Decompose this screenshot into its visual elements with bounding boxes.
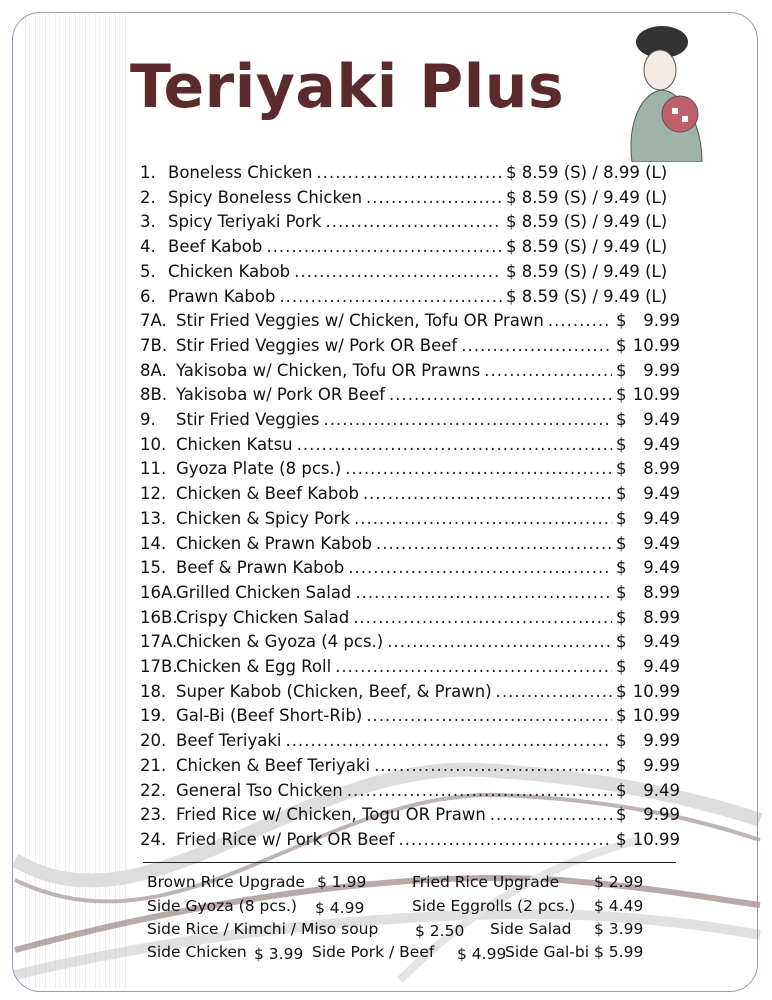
menu-item [140,385,680,409]
item-name: Beef Kabob [168,237,263,257]
menu-item [140,632,680,656]
item-number: 17A. [140,632,178,652]
item-price: 9.49 [643,632,680,652]
menu-item [140,410,680,434]
item-name: Stir Fried Veggies w/ Pork OR Beef [176,335,458,355]
side-item-price: $ 3.99 [594,920,644,938]
item-price: 8.99 [643,582,680,602]
dot-leader [387,632,612,651]
item-price: 8.99 [643,459,680,479]
dot-leader [297,435,612,454]
menu-item [140,781,680,805]
menu-item [140,583,680,607]
side-item-name: Side Chicken [147,943,247,961]
item-number: 9. [140,410,156,429]
menu-item [140,287,680,311]
item-name: Chicken Kabob [168,261,291,281]
side-item-price: $ 5.99 [594,943,644,961]
currency-symbol: $ [616,459,627,479]
item-price: 9.49 [643,780,680,800]
menu-item [140,731,680,755]
item-name: Yakisoba w/ Pork OR Beef [176,385,386,405]
menu-item [140,706,680,730]
menu-item [140,558,680,582]
item-price: 10.99 [632,681,680,701]
currency-symbol: $ [616,829,627,849]
item-number: 3. [140,212,156,232]
item-number: 12. [140,484,167,504]
item-number: 7A. [140,311,167,331]
side-item-name: Side Eggrolls (2 pcs.) [412,897,576,915]
menu-item [140,212,680,236]
dot-leader [316,163,502,182]
dot-leader [294,262,502,281]
item-name: Yakisoba w/ Chicken, Tofu OR Prawns [176,360,481,380]
item-price: 9.49 [643,434,680,454]
menu-item [140,830,680,854]
dot-leader [490,805,612,824]
menu-item [140,459,680,483]
currency-symbol: $ [616,533,627,553]
dot-leader [324,410,612,429]
menu-item [140,361,680,385]
item-name: Chicken & Spicy Pork [176,508,350,528]
side-item-name: Side Salad [490,920,572,938]
item-price: 10.99 [632,385,680,405]
currency-symbol: $ [616,434,627,454]
menu-item [140,262,680,286]
item-price: 9.49 [643,558,680,578]
item-price: $ 8.59 (S) / 9.49 (L) [506,237,668,257]
item-name: Fried Rice w/ Chicken, Togu OR Prawn [176,805,486,825]
menu-item [140,756,680,780]
item-name: Gyoza Plate (8 pcs.) [176,459,342,479]
currency-symbol: $ [616,731,627,751]
item-name: Prawn Kabob [168,286,276,306]
dot-leader [335,657,612,676]
menu-item [140,484,680,508]
dot-leader [348,558,612,577]
side-item-name: Side Pork / Beef [312,943,435,961]
item-name: Super Kabob (Chicken, Beef, & Prawn) [176,681,492,701]
side-item-name: Brown Rice Upgrade [147,873,305,891]
item-name: Chicken & Beef Teriyaki [176,755,371,775]
item-number: 8B. [140,385,168,405]
dot-leader [355,583,612,602]
item-number: 5. [140,261,156,281]
currency-symbol: $ [616,558,627,578]
menu-item [140,163,680,187]
currency-symbol: $ [616,410,627,429]
item-number: 2. [140,187,156,207]
item-number: 11. [140,459,167,479]
dot-leader [347,781,612,800]
currency-symbol: $ [616,805,627,825]
menu-item [140,682,680,706]
item-name: Stir Fried Veggies [176,410,320,429]
item-number: 23. [140,805,167,825]
item-number: 15. [140,558,167,578]
dot-leader [266,237,502,256]
menu-item [140,237,680,261]
dot-leader [353,608,612,627]
menu-item [140,509,680,533]
item-price: 9.49 [643,533,680,553]
dot-leader [484,361,612,380]
currency-symbol: $ [616,335,627,355]
item-number: 1. [140,163,156,182]
item-number: 4. [140,237,156,257]
item-price: 9.49 [643,410,680,429]
item-price: 10.99 [632,829,680,849]
side-item-name: Side Rice / Kimchi / Miso soup [147,920,379,938]
item-name: Chicken & Prawn Kabob [176,533,373,553]
item-price: 9.49 [643,484,680,504]
item-number: 8A. [140,360,167,380]
side-item-price: $ 3.99 [254,945,304,963]
item-number: 24. [140,829,167,849]
item-price: 9.99 [643,805,680,825]
currency-symbol: $ [616,755,627,775]
item-name: Spicy Boneless Chicken [168,187,363,207]
item-number: 21. [140,755,167,775]
item-price: 9.49 [643,508,680,528]
dot-leader [399,830,612,849]
item-price: $ 8.59 (S) / 8.99 (L) [506,163,668,182]
side-item-price: $ 4.99 [315,899,365,917]
dot-leader [366,188,502,207]
currency-symbol: $ [616,582,627,602]
item-name: Chicken & Gyoza (4 pcs.) [176,632,384,652]
menu-item [140,805,680,829]
item-number: 6. [140,286,156,306]
item-name: Boneless Chicken [168,163,313,182]
currency-symbol: $ [616,780,627,800]
item-number: 10. [140,434,167,454]
menu-item [140,336,680,360]
item-price: 8.99 [643,607,680,627]
item-number: 16A. [140,582,178,602]
side-item-price: $ 2.50 [415,922,465,940]
dot-leader [354,509,612,528]
dot-leader [279,287,502,306]
side-item-name: Side Gal-bi [505,943,590,961]
item-number: 18. [140,681,167,701]
item-price: $ 8.59 (S) / 9.49 (L) [506,212,668,232]
item-number: 13. [140,508,167,528]
dot-leader [548,311,612,330]
dot-leader [363,484,612,503]
currency-symbol: $ [616,508,627,528]
dot-leader [374,756,612,775]
item-name: Chicken & Beef Kabob [176,484,359,504]
item-name: Chicken Katsu [176,434,293,454]
item-name: Beef & Prawn Kabob [176,558,345,578]
currency-symbol: $ [616,360,627,380]
item-name: Gal-Bi (Beef Short-Rib) [176,706,363,726]
currency-symbol: $ [616,484,627,504]
item-name: Fried Rice w/ Pork OR Beef [176,829,395,849]
dot-leader [325,212,502,231]
dot-leader [366,706,612,725]
side-item-price: $ 1.99 [317,873,367,891]
side-item-price: $ 2.99 [594,873,644,891]
item-number: 19. [140,706,167,726]
menu-item [140,188,680,212]
item-price: $ 8.59 (S) / 9.49 (L) [506,286,668,306]
item-price: 10.99 [632,706,680,726]
menu-item [140,657,680,681]
item-name: Crispy Chicken Salad [176,607,350,627]
item-price: 9.99 [643,755,680,775]
item-price: 9.49 [643,657,680,676]
item-number: 17B. [140,657,178,676]
item-number: 22. [140,780,167,800]
currency-symbol: $ [616,706,627,726]
menu-item [140,534,680,558]
item-price: 10.99 [632,335,680,355]
currency-symbol: $ [616,311,627,331]
currency-symbol: $ [616,632,627,652]
dot-leader [496,682,612,701]
menu-item [140,311,680,335]
item-name: Grilled Chicken Salad [176,582,352,602]
item-price: 9.99 [643,731,680,751]
restaurant-title: Teriyaki Plus [130,52,565,122]
currency-symbol: $ [616,607,627,627]
item-name: Spicy Teriyaki Pork [168,212,322,232]
currency-symbol: $ [616,657,627,676]
item-name: Beef Teriyaki [176,731,282,751]
item-name: Chicken & Egg Roll [176,657,332,676]
item-number: 16B. [140,607,178,627]
dot-leader [376,534,612,553]
item-name: General Tso Chicken [176,780,343,800]
side-item-name: Side Gyoza (8 pcs.) [147,897,297,915]
divider [143,862,676,863]
item-price: 9.99 [643,311,680,331]
menu-item [140,435,680,459]
dot-leader [286,731,613,750]
item-number: 14. [140,533,167,553]
dot-leader [461,336,612,355]
side-item-price: $ 4.49 [594,897,644,915]
item-name: Stir Fried Veggies w/ Chicken, Tofu OR Prawn [176,311,544,331]
geisha-illustration-icon [622,22,708,162]
currency-symbol: $ [616,681,627,701]
dot-leader [345,459,612,478]
item-number: 20. [140,731,167,751]
side-item-price: $ 4.99 [457,945,507,963]
menu-item [140,608,680,632]
currency-symbol: $ [616,385,627,405]
dot-leader [389,385,612,404]
side-item-name: Fried Rice Upgrade [412,873,560,891]
item-number: 7B. [140,335,168,355]
item-price: $ 8.59 (S) / 9.49 (L) [506,261,668,281]
item-price: 9.99 [643,360,680,380]
item-price: $ 8.59 (S) / 9.49 (L) [506,187,668,207]
